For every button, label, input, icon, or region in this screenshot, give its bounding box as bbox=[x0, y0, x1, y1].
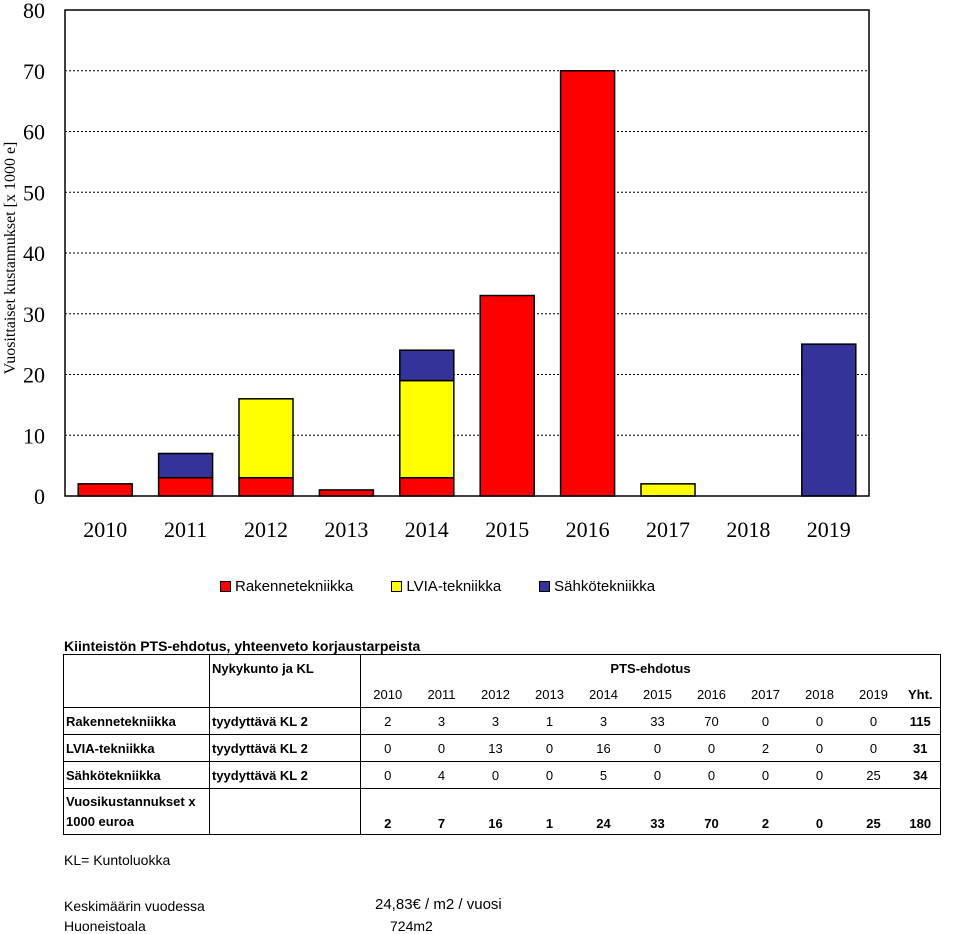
bar-sähkötekniikka bbox=[400, 350, 454, 380]
year-header: 2010 bbox=[361, 681, 415, 708]
average-value: 24,83€ / m2 / vuosi bbox=[375, 896, 502, 913]
chart-legend bbox=[220, 576, 693, 596]
x-tick-label: 2016 bbox=[565, 517, 610, 542]
x-tick-label: 2012 bbox=[244, 517, 288, 542]
x-tick-label: 2014 bbox=[404, 517, 449, 542]
table-row bbox=[64, 708, 941, 735]
summary-total: 180 bbox=[901, 789, 941, 835]
table-cell: 0 bbox=[469, 762, 523, 789]
table-cell: 0 bbox=[685, 735, 739, 762]
table-cell: 0 bbox=[847, 708, 901, 735]
bar-rakennetekniikka bbox=[400, 478, 454, 496]
table-cell: 0 bbox=[415, 735, 469, 762]
header-current: Nykykunto ja KL bbox=[210, 655, 361, 682]
summary-cell: 0 bbox=[793, 789, 847, 835]
row-condition: tyydyttävä KL 2 bbox=[210, 762, 361, 789]
x-tick-label: 2010 bbox=[83, 517, 128, 542]
summary-label-line2: 1000 euroa bbox=[66, 813, 134, 829]
table-cell: 0 bbox=[523, 735, 577, 762]
table-cell: 0 bbox=[523, 762, 577, 789]
row-label: Sähkötekniikka bbox=[64, 762, 210, 789]
year-header: 2011 bbox=[427, 686, 456, 702]
table-cell: 70 bbox=[685, 708, 739, 735]
table-cell: 0 bbox=[793, 735, 847, 762]
header-proposal: PTS-ehdotus bbox=[361, 655, 941, 682]
row-label: LVIA-tekniikka bbox=[64, 735, 210, 762]
table-cell: 3 bbox=[415, 708, 469, 735]
year-header: 2019 bbox=[859, 686, 888, 702]
legend-item-lvia-tekniikka bbox=[391, 578, 501, 595]
summary-cell: 2 bbox=[739, 789, 793, 835]
legend-label-sahkotekniikka: Sähkötekniikka bbox=[554, 577, 656, 595]
legend-label-rakennetekniikka: Rakennetekniikka bbox=[235, 577, 354, 595]
year-header: 2013 bbox=[535, 686, 564, 702]
table-cell: 0 bbox=[631, 735, 685, 762]
x-tick-label: 2013 bbox=[324, 517, 369, 542]
average-label: Keskimäärin vuodessa bbox=[64, 898, 205, 914]
legend-swatch-sahkotekniikka bbox=[539, 581, 550, 592]
year-header: 2018 bbox=[805, 686, 834, 702]
bar-rakennetekniikka bbox=[159, 478, 213, 496]
x-tick-label: 2018 bbox=[726, 517, 771, 542]
table-row bbox=[64, 762, 941, 789]
table-cell: 0 bbox=[739, 762, 793, 789]
row-total: 34 bbox=[901, 762, 941, 789]
year-header: 2016 bbox=[697, 686, 726, 702]
table-cell: 0 bbox=[793, 762, 847, 789]
y-axis-label: Vuosittaiset kustannukset [x 1000 e] bbox=[2, 141, 19, 375]
table-cell: 0 bbox=[631, 762, 685, 789]
year-header: 2017 bbox=[751, 686, 780, 702]
table-cell: 5 bbox=[577, 762, 631, 789]
kl-note: KL= Kuntoluokka bbox=[64, 852, 171, 868]
year-header: 2012 bbox=[481, 686, 510, 702]
row-condition: tyydyttävä KL 2 bbox=[210, 708, 361, 735]
legend-label-lvia-tekniikka: LVIA-tekniikka bbox=[406, 577, 502, 595]
x-tick-label: 2011 bbox=[164, 517, 208, 542]
row-total: 115 bbox=[901, 708, 941, 735]
summary-cell: 2 bbox=[361, 789, 415, 835]
total-header: Yht. bbox=[901, 681, 941, 708]
table-cell: 0 bbox=[739, 708, 793, 735]
y-tick-label: 70 bbox=[23, 58, 45, 84]
table-header-row bbox=[64, 655, 941, 682]
chart-bars bbox=[78, 71, 856, 496]
table-cell: 4 bbox=[415, 762, 469, 789]
year-header: 2014 bbox=[589, 686, 618, 702]
area-value: 724m2 bbox=[390, 918, 433, 934]
summary-cell: 33 bbox=[631, 789, 685, 835]
table-cell: 13 bbox=[469, 735, 523, 762]
table-cell: 0 bbox=[361, 762, 415, 789]
y-tick-label: 0 bbox=[34, 484, 45, 509]
table-summary-row bbox=[64, 789, 941, 835]
pts-summary-table bbox=[63, 654, 941, 835]
bar-sähkötekniikka bbox=[159, 453, 213, 477]
summary-cell: 25 bbox=[847, 789, 901, 835]
summary-cell: 1 bbox=[523, 789, 577, 835]
x-axis-ticks bbox=[83, 517, 851, 542]
table-cell: 2 bbox=[361, 708, 415, 735]
summary-cell: 7 bbox=[415, 789, 469, 835]
legend-swatch-lvia-tekniikka bbox=[391, 581, 402, 592]
summary-cell: 70 bbox=[685, 789, 739, 835]
x-tick-label: 2015 bbox=[485, 517, 530, 542]
area-label: Huoneistoala bbox=[64, 918, 146, 934]
bar-rakennetekniikka bbox=[561, 71, 615, 496]
y-axis-ticks bbox=[23, 0, 45, 509]
table-cell: 0 bbox=[793, 708, 847, 735]
bar-lvia-tekniikka bbox=[239, 399, 293, 478]
x-tick-label: 2017 bbox=[646, 517, 690, 542]
bar-rakennetekniikka bbox=[78, 484, 132, 496]
table-cell: 3 bbox=[469, 708, 523, 735]
table-cell: 0 bbox=[847, 735, 901, 762]
y-tick-label: 40 bbox=[23, 241, 45, 266]
table-cell: 0 bbox=[685, 762, 739, 789]
legend-item-sahkotekniikka bbox=[539, 578, 655, 595]
bar-lvia-tekniikka bbox=[641, 484, 695, 496]
table-cell: 25 bbox=[847, 762, 901, 789]
row-label: Rakennetekniikka bbox=[64, 708, 210, 735]
y-tick-label: 10 bbox=[23, 423, 45, 449]
chart-gridlines bbox=[65, 71, 869, 436]
x-tick-label: 2019 bbox=[806, 517, 851, 542]
summary-label bbox=[64, 789, 210, 835]
summary-cell: 16 bbox=[469, 789, 523, 835]
table-cell: 3 bbox=[577, 708, 631, 735]
y-tick-label: 30 bbox=[23, 301, 45, 327]
row-condition: tyydyttävä KL 2 bbox=[210, 735, 361, 762]
table-cell: 0 bbox=[361, 735, 415, 762]
table-cell: 1 bbox=[523, 708, 577, 735]
legend-item-rakennetekniikka bbox=[220, 578, 353, 595]
y-tick-label: 60 bbox=[23, 119, 45, 145]
table-years-row bbox=[64, 681, 941, 708]
y-tick-label: 20 bbox=[23, 362, 45, 388]
y-tick-label: 50 bbox=[23, 180, 45, 206]
table-cell: 16 bbox=[577, 735, 631, 762]
bar-lvia-tekniikka bbox=[400, 381, 454, 478]
bar-sähkötekniikka bbox=[802, 344, 856, 496]
table-title: Kiinteistön PTS-ehdotus, yhteenveto korjaustarpeista bbox=[64, 638, 421, 654]
table-cell: 33 bbox=[631, 708, 685, 735]
bar-rakennetekniikka bbox=[239, 478, 293, 496]
bar-rakennetekniikka bbox=[480, 296, 534, 496]
table-cell: 2 bbox=[739, 735, 793, 762]
summary-cell: 24 bbox=[577, 789, 631, 835]
y-tick-label: 80 bbox=[23, 0, 45, 23]
row-total: 31 bbox=[901, 735, 941, 762]
summary-label-line1: Vuosikustannukset x bbox=[66, 793, 196, 809]
table-row bbox=[64, 735, 941, 762]
bar-rakennetekniikka bbox=[319, 490, 373, 496]
year-header: 2015 bbox=[643, 686, 672, 702]
legend-swatch-rakennetekniikka bbox=[220, 581, 231, 592]
